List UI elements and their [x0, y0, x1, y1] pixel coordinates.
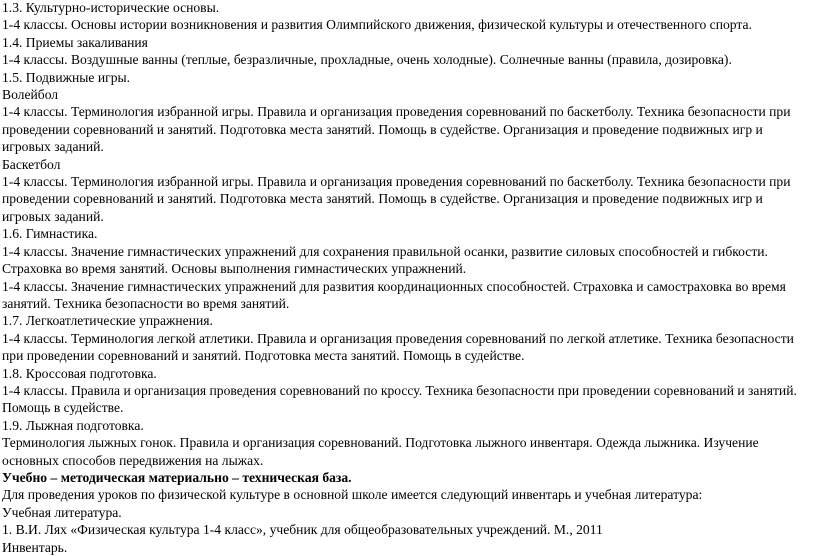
subheading-inventory: Инвентарь. — [2, 539, 68, 555]
paragraph: 1-4 классы. Терминология избранной игры. Правила и организация проведения соревнований по баскетболу. Техника безопасности при проведении соревнований и занятий. Подготовка места занятий. Помощь в судействе. Организация и проведение подвижных игр и игровых заданий. — [2, 104, 791, 155]
paragraph: 1-4 классы. Терминология избранной игры. Правила и организация проведения соревнований по баскетболу. Техника безопасности при проведении соревнований и занятий. Подготовка места занятий. Помощь в судействе. Организация и проведение подвижных игр и игровых заданий. — [2, 174, 791, 224]
subheading-volleyball: Волейбол — [2, 87, 59, 103]
paragraph: Терминология лыжных гонок. Правила и организация соревнований. Подготовка лыжного инвентаря. Одежда лыжника. Изучение основных способов передвижения на лыжах. — [2, 435, 759, 468]
section-heading-1-3: 1.3. Культурно-исторические основы. — [2, 0, 220, 15]
section-heading-1-4: 1.4. Приемы закаливания — [2, 34, 148, 50]
paragraph: 1-4 классы. Воздушные ванны (теплые, безразличные, прохладные, очень холодные). Солнечные ванны (правила, дозировка). — [2, 52, 732, 68]
literature-item: 1. В.И. Лях «Физическая культура 1-4 класс», учебник для общеобразовательных учреждений. М., 2011 — [2, 522, 603, 538]
bold-heading-material-base: Учебно – методическая материально – техническая база. — [2, 469, 352, 485]
section-heading-1-6: 1.6. Гимнастика. — [2, 226, 98, 242]
subheading-literature: Учебная литература. — [2, 504, 122, 520]
paragraph: 1-4 классы. Основы истории возникновения и развития Олимпийского движения, физической культуры и отечественного спорта. — [2, 17, 752, 33]
section-heading-1-8: 1.8. Кроссовая подготовка. — [2, 365, 157, 381]
paragraph: 1-4 классы. Терминология легкой атлетики. Правила и организация проведения соревнований по легкой атлетике. Техника безопасности при проведении соревнований и занятий. Подготовка места занятий. Помощь в судействе. — [2, 330, 794, 364]
section-heading-1-9: 1.9. Лыжная подготовка. — [2, 417, 144, 433]
paragraph: 1-4 классы. Значение гимнастических упражнений для сохранения правильной осанки, развитие силовых способностей и гибкости. Страховка во время занятий. Основы выполнения гимнастических упражнений. — [2, 243, 768, 277]
section-heading-1-5: 1.5. Подвижные игры. — [2, 69, 131, 85]
subheading-basketball: Баскетбол — [2, 156, 61, 172]
document-body — [2, 0, 808, 556]
paragraph: 1-4 классы. Правила и организация проведения соревнований по кроссу. Техника безопасности при проведении соревнований и занятий. Помощь в судействе. — [2, 382, 797, 416]
paragraph: Для проведения уроков по физической культуре в основной школе имеется следующий инвентарь и учебная литература: — [2, 487, 703, 503]
section-heading-1-7: 1.7. Легкоатлетические упражнения. — [2, 313, 213, 329]
paragraph: 1-4 классы. Значение гимнастических упражнений для развития координационных способностей. Страховка и самостраховка во время занятий. Техника безопасности во время занятий. — [2, 278, 786, 311]
